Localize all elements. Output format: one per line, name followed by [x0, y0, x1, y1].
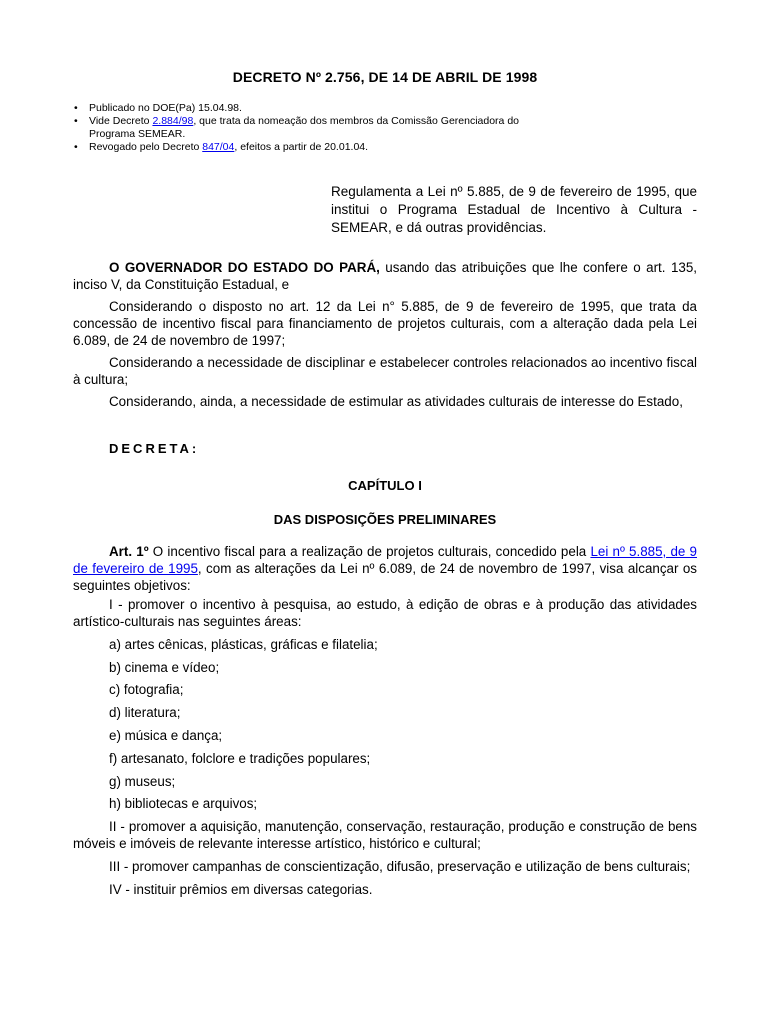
- article-item: I - promover o incentivo à pesquisa, ao estudo, à edição de obras e à produção das atividades artístico-culturais nas seguintes áreas:: [73, 597, 697, 629]
- note-text: , efeitos a partir de 20.01.04.: [234, 141, 369, 153]
- governor-heading: O GOVERNADOR DO ESTADO DO PARÁ,: [109, 260, 380, 275]
- article-item: f) artesanato, folclore e tradições populares;: [109, 750, 371, 766]
- article-1: [73, 543, 697, 599]
- ementa: Regulamenta a Lei nº 5.885, de 9 de fevereiro de 1995, que institui o Programa Estadual de Incentivo à Cultura - SEMEAR, e dá outras providências.: [331, 184, 697, 235]
- note-item: [73, 141, 523, 154]
- article-1-paragraph: [73, 543, 697, 594]
- decree-847-link[interactable]: 847/04: [202, 141, 235, 153]
- article-item: III - promover campanhas de conscientização, difusão, preservação e utilização de bens culturais;: [109, 858, 691, 874]
- considerando-paragraph: Considerando o disposto no art. 12 da Lei n° 5.885, de 9 de fevereiro de 1995, que trata da concessão de incentivo fiscal para financiamento de projetos culturais, com a alteração dada pela Lei 6.089, de 24 de novembro de 1997;: [73, 299, 697, 348]
- note-text: Vide Decreto: [89, 115, 153, 127]
- note-text: Revogado pelo Decreto: [89, 141, 203, 153]
- article-item: IV - instituir prêmios em diversas categorias.: [109, 881, 373, 897]
- preamble-governor: [73, 259, 697, 293]
- note-text: Publicado no DOE(Pa) 15.04.98.: [89, 102, 242, 114]
- bullet-icon: •: [74, 141, 78, 153]
- article-item: c) fotografia;: [109, 682, 184, 698]
- article-text: O incentivo fiscal para a realização de projetos culturais, concedido pela: [148, 544, 591, 559]
- article-item: b) cinema e vídeo;: [109, 659, 220, 675]
- governor-text: usando das atribuições que lhe confere o art. 135, inciso V, da Constituição Estadual, e: [73, 260, 698, 292]
- chapter-title: DAS DISPOSIÇÕES PRELIMINARES: [273, 512, 497, 527]
- note-item: [73, 115, 523, 141]
- preamble: [73, 259, 697, 415]
- article-item: a) artes cênicas, plásticas, gráficas e filatelia;: [109, 636, 378, 652]
- chapter-heading: CAPÍTULO I: [348, 478, 422, 493]
- article-item: g) museus;: [109, 773, 176, 789]
- document-title: DECRETO Nº 2.756, DE 14 DE ABRIL DE 1998: [232, 69, 538, 85]
- article-item: d) literatura;: [109, 705, 181, 721]
- notes-list: [73, 102, 523, 154]
- bullet-icon: •: [74, 102, 78, 114]
- note-text: , que trata da nomeação dos membros da Comissão Gerenciadora do Programa SEMEAR.: [89, 115, 519, 140]
- article-item: h) bibliotecas e arquivos;: [109, 796, 258, 812]
- considerando-paragraph: Considerando a necessidade de disciplinar e estabelecer controles relacionados ao incentivo fiscal à cultura;: [73, 355, 697, 387]
- article-item: e) música e dança;: [109, 727, 223, 743]
- decreta-heading: DECRETA:: [109, 441, 200, 456]
- article-item: II - promover a aquisição, manutenção, conservação, restauração, produção e construção de bens móveis e imóveis de relevante interesse artístico, histórico e cultural;: [73, 819, 697, 852]
- bullet-icon: •: [74, 115, 78, 127]
- note-item: [73, 102, 523, 115]
- considerando-paragraph: Considerando, ainda, a necessidade de estimular as atividades culturais de interesse do Estado,: [109, 394, 683, 409]
- article-items: [73, 596, 697, 904]
- law-5885-link[interactable]: Lei nº 5.885, de 9 de fevereiro de 1995: [73, 544, 697, 576]
- article-label: Art. 1º: [109, 544, 149, 559]
- decree-2884-link[interactable]: 2.884/98: [152, 115, 194, 127]
- article-text: , com as alterações da Lei nº 6.089, de 24 de novembro de 1997, visa alcançar os seguintes objetivos:: [73, 561, 698, 593]
